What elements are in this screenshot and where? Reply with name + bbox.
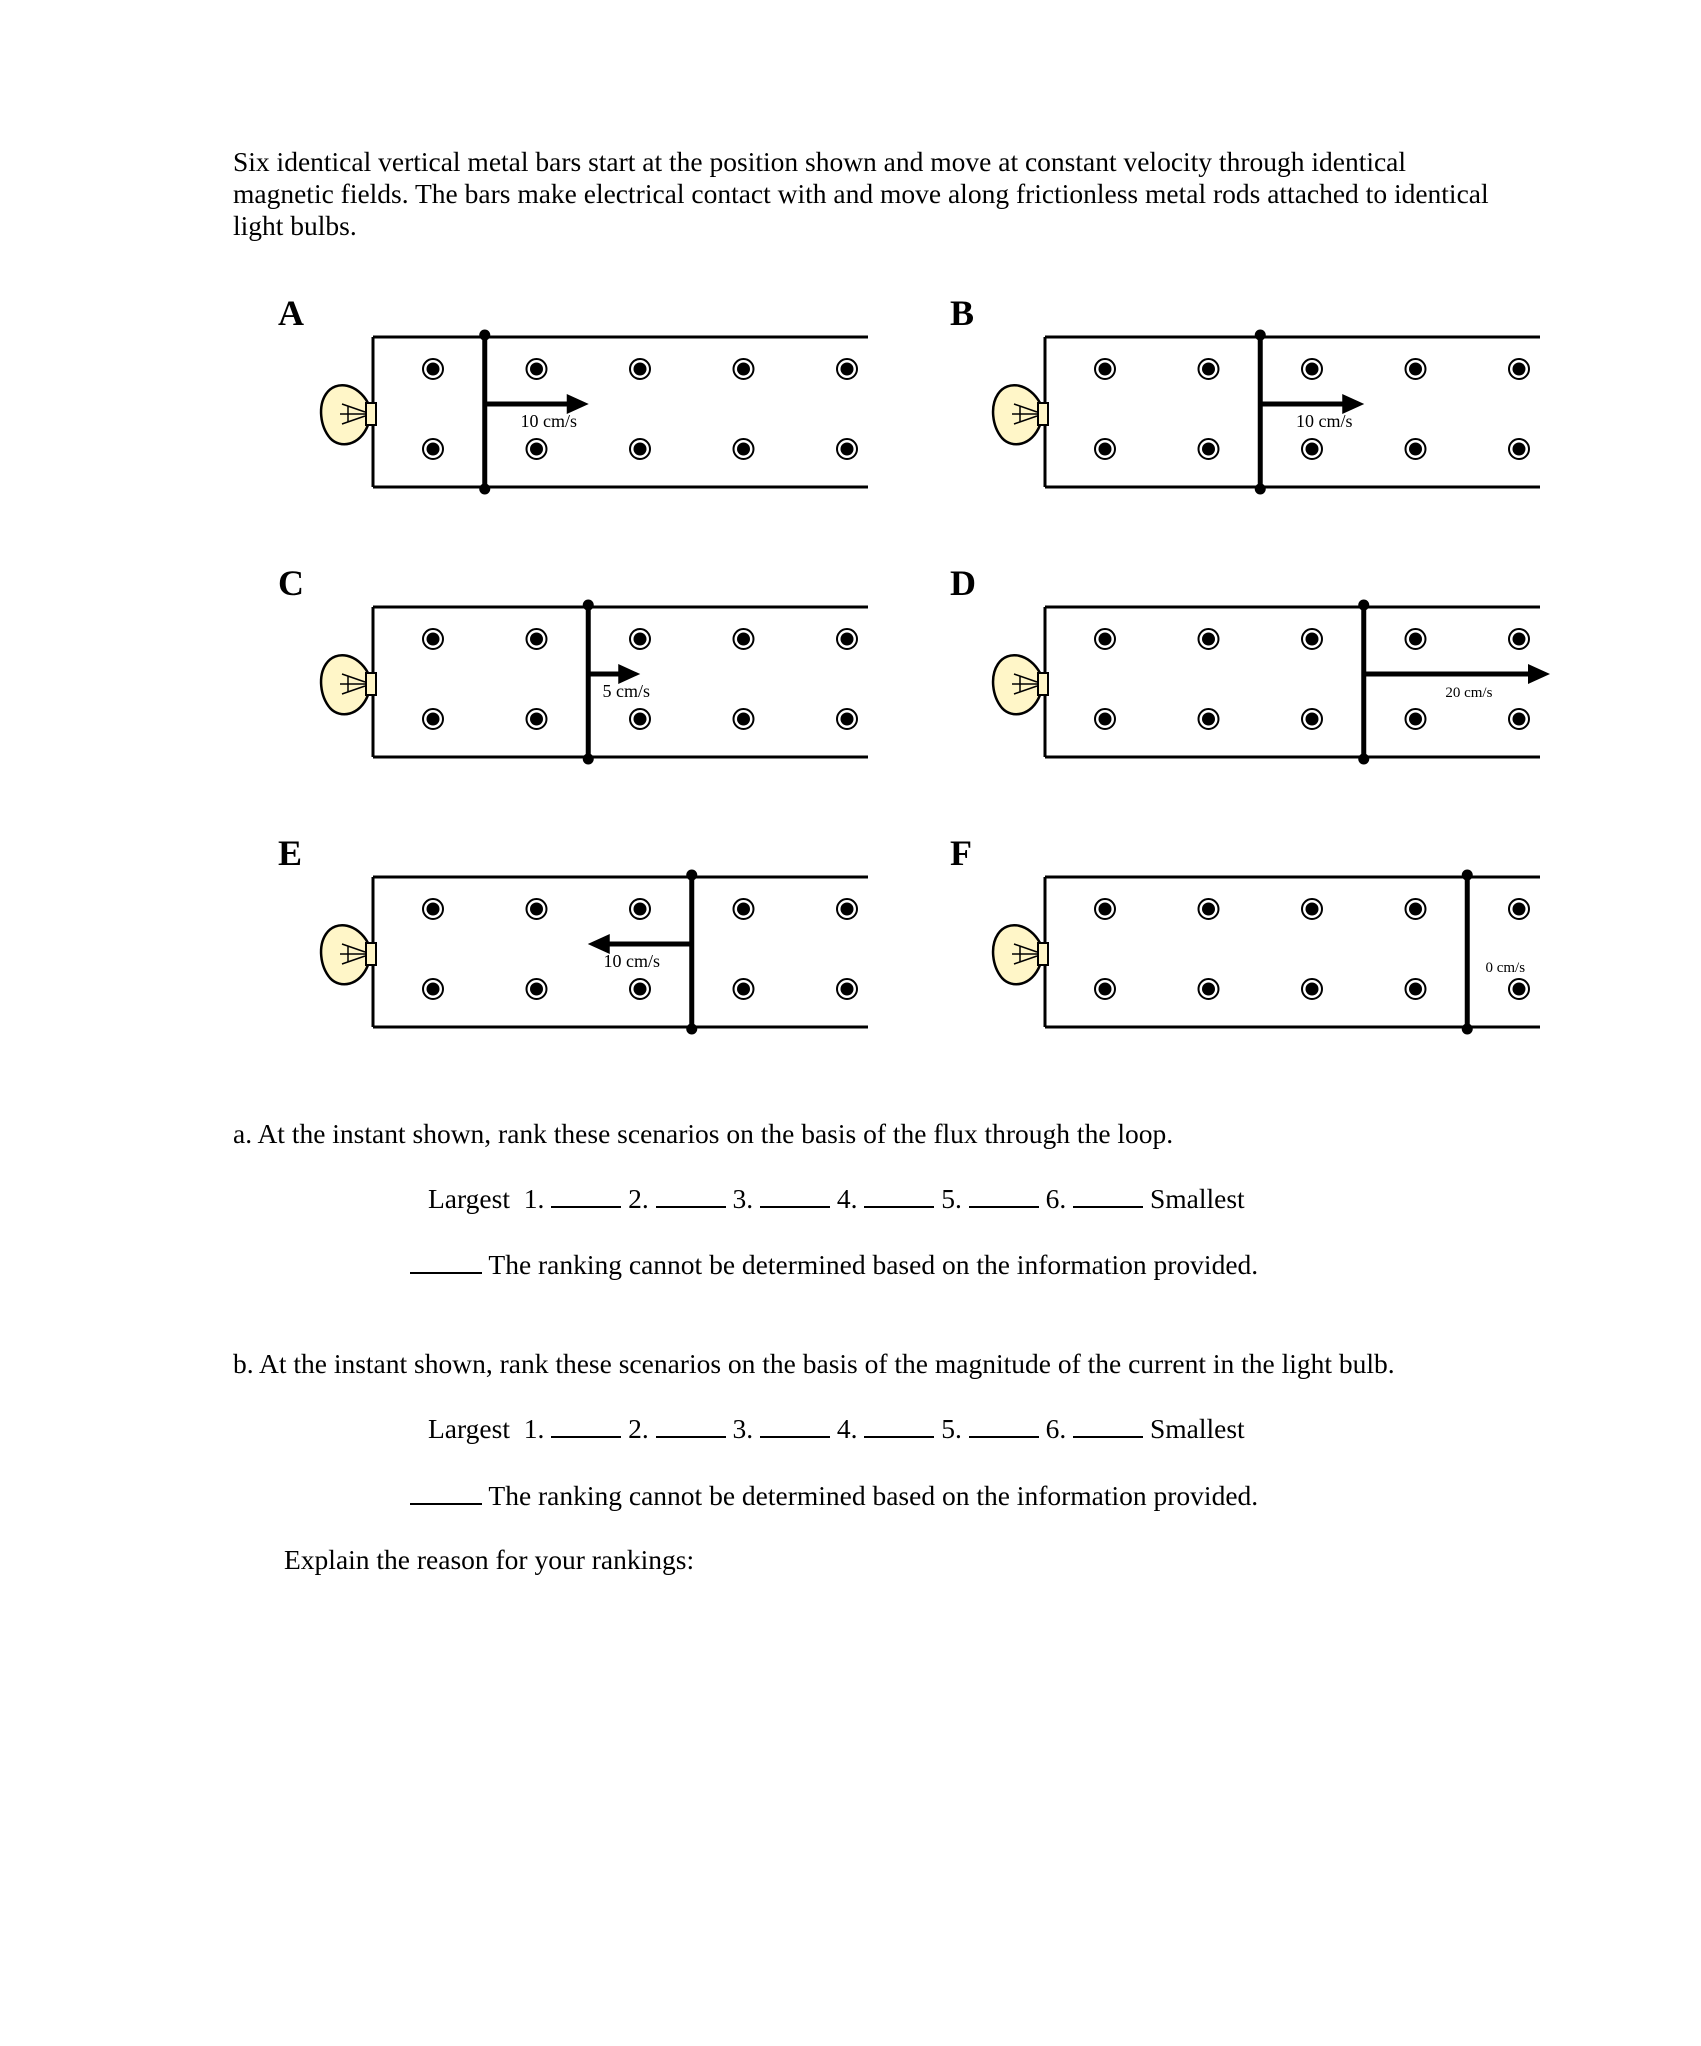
rank-number: 1. — [523, 1183, 545, 1214]
field-dot-icon — [1095, 709, 1115, 729]
field-dot-icon — [630, 709, 650, 729]
field-dot-icon — [1302, 979, 1322, 999]
cannot-determine-row-a — [410, 1249, 1258, 1281]
velocity-label: 20 cm/s — [1445, 685, 1493, 701]
field-dot-icon — [1095, 979, 1115, 999]
field-dot-icon — [630, 899, 650, 919]
field-dot-icon — [423, 359, 443, 379]
scenario-label: F — [950, 833, 972, 873]
field-dot-icon — [423, 709, 443, 729]
light-bulb-icon — [321, 655, 376, 714]
light-bulb-icon — [993, 925, 1048, 984]
field-dot-icon — [1199, 899, 1219, 919]
contact-point — [1255, 484, 1266, 495]
cannot-determine-blank[interactable] — [410, 1271, 482, 1274]
rank-number: 2. — [628, 1413, 649, 1444]
field-dot-icon — [1095, 439, 1115, 459]
field-dot-icon — [837, 359, 857, 379]
field-dot-icon — [630, 629, 650, 649]
velocity-label: 10 cm/s — [603, 951, 660, 971]
field-dot-icon — [1199, 439, 1219, 459]
rank-blank-3[interactable] — [760, 1205, 830, 1208]
field-dot-icon — [527, 439, 547, 459]
field-dot-icon — [1199, 979, 1219, 999]
field-dot-icon — [837, 439, 857, 459]
smallest-label: Smallest — [1149, 1183, 1245, 1214]
rank-blank-1[interactable] — [551, 1435, 621, 1438]
field-dot-icon — [734, 709, 754, 729]
field-dot-icon — [527, 979, 547, 999]
field-dot-icon — [1302, 439, 1322, 459]
field-dot-icon — [1509, 439, 1529, 459]
field-dot-icon — [837, 709, 857, 729]
field-dot-icon — [630, 979, 650, 999]
field-dot-icon — [1406, 979, 1426, 999]
light-bulb-icon — [321, 925, 376, 984]
field-dot-icon — [1406, 629, 1426, 649]
field-dot-icon — [734, 979, 754, 999]
field-dot-icon — [1509, 359, 1529, 379]
field-dot-icon — [527, 709, 547, 729]
rank-number: 6. — [1045, 1413, 1067, 1444]
rank-number: 3. — [732, 1413, 754, 1444]
scenario-a — [278, 292, 898, 552]
scenario-label: C — [278, 563, 304, 603]
contact-point — [1358, 600, 1369, 611]
rank-number: 1. — [523, 1413, 545, 1444]
rank-blank-3[interactable] — [760, 1435, 830, 1438]
field-dot-icon — [630, 439, 650, 459]
ranking-row-a — [428, 1183, 1245, 1215]
rank-blank-4[interactable] — [864, 1205, 934, 1208]
field-dot-icon — [527, 899, 547, 919]
rank-blank-5[interactable] — [969, 1435, 1039, 1438]
field-dot-icon — [527, 629, 547, 649]
rank-blank-2[interactable] — [656, 1435, 726, 1438]
scenario-label: B — [950, 293, 975, 333]
rank-blank-6[interactable] — [1073, 1205, 1143, 1208]
field-dot-icon — [1406, 439, 1426, 459]
field-dot-icon — [1406, 709, 1426, 729]
field-dot-icon — [1095, 359, 1115, 379]
field-dot-icon — [630, 359, 650, 379]
rank-number: 2. — [628, 1183, 649, 1214]
largest-label: Largest — [428, 1183, 510, 1214]
circuit-diagram — [278, 292, 898, 552]
light-bulb-icon — [993, 385, 1048, 444]
field-dot-icon — [1095, 899, 1115, 919]
contact-point — [1462, 870, 1473, 881]
field-dot-icon — [1302, 359, 1322, 379]
light-bulb-icon — [321, 385, 376, 444]
contact-point — [479, 484, 490, 495]
field-dot-icon — [734, 359, 754, 379]
field-dot-icon — [837, 979, 857, 999]
field-dot-icon — [527, 359, 547, 379]
scenario-c — [278, 562, 898, 822]
rank-blank-4[interactable] — [864, 1435, 934, 1438]
velocity-label: 10 cm/s — [1296, 411, 1353, 431]
scenario-label: A — [278, 293, 304, 333]
ranking-row-b — [428, 1413, 1245, 1445]
contact-point — [686, 1024, 697, 1035]
velocity-label: 5 cm/s — [602, 681, 650, 701]
explain-prompt: Explain the reason for your rankings: — [284, 1544, 695, 1575]
largest-label: Largest — [428, 1413, 510, 1444]
contact-point — [583, 600, 594, 611]
field-dot-icon — [423, 899, 443, 919]
field-dot-icon — [837, 899, 857, 919]
circuit-diagram — [950, 562, 1570, 822]
contact-point — [583, 754, 594, 765]
field-dot-icon — [1302, 709, 1322, 729]
field-dot-icon — [1509, 979, 1529, 999]
light-bulb-icon — [993, 655, 1048, 714]
velocity-label: 10 cm/s — [520, 411, 577, 431]
field-dot-icon — [1406, 359, 1426, 379]
circuit-diagram — [278, 562, 898, 822]
field-dot-icon — [423, 979, 443, 999]
smallest-label: Smallest — [1149, 1413, 1245, 1444]
field-dot-icon — [1302, 629, 1322, 649]
field-dot-icon — [734, 629, 754, 649]
rank-number: 5. — [941, 1183, 962, 1214]
field-dot-icon — [1199, 629, 1219, 649]
rank-number: 4. — [836, 1413, 858, 1444]
question-a-text: a. At the instant shown, rank these scenarios on the basis of the flux through the loop. — [233, 1118, 1174, 1149]
field-dot-icon — [1095, 629, 1115, 649]
rank-blank-6[interactable] — [1073, 1435, 1143, 1438]
cannot-determine-blank[interactable] — [410, 1502, 482, 1505]
field-dot-icon — [734, 899, 754, 919]
rank-number: 3. — [732, 1183, 754, 1214]
circuit-diagram — [278, 832, 898, 1092]
contact-point — [1358, 754, 1369, 765]
scenario-label: E — [278, 833, 303, 873]
field-dot-icon — [1509, 899, 1529, 919]
rank-blank-1[interactable] — [551, 1205, 621, 1208]
rank-number: 6. — [1045, 1183, 1067, 1214]
field-dot-icon — [423, 629, 443, 649]
field-dot-icon — [837, 629, 857, 649]
scenario-f — [950, 832, 1570, 1092]
field-dot-icon — [734, 439, 754, 459]
cannot-determine-row-b — [410, 1480, 1258, 1512]
intro-paragraph: Six identical vertical metal bars start at the position shown and move at constant velocity through identical magnetic fields. The bars make electrical contact with and move along frictionless metal rods attached to identical light bulbs. — [233, 146, 1489, 241]
rank-blank-5[interactable] — [969, 1205, 1039, 1208]
scenario-e — [278, 832, 898, 1092]
question-b-text: b. At the instant shown, rank these scenarios on the basis of the magnitude of the current in the light bulb. — [233, 1348, 1395, 1379]
velocity-arrowhead — [1528, 664, 1550, 684]
field-dot-icon — [423, 439, 443, 459]
scenario-label: D — [950, 563, 976, 603]
field-dot-icon — [1199, 359, 1219, 379]
field-dot-icon — [1406, 899, 1426, 919]
rank-blank-2[interactable] — [656, 1205, 726, 1208]
circuit-diagram — [950, 292, 1570, 552]
contact-point — [1255, 330, 1266, 341]
field-dot-icon — [1199, 709, 1219, 729]
scenario-b — [950, 292, 1570, 552]
scenario-d — [950, 562, 1570, 822]
field-dot-icon — [1509, 629, 1529, 649]
contact-point — [686, 870, 697, 881]
field-dot-icon — [1302, 899, 1322, 919]
cannot-determine-text: The ranking cannot be determined based on the information provided. — [488, 1480, 1259, 1511]
rank-number: 5. — [941, 1413, 962, 1444]
circuit-diagram — [950, 832, 1570, 1092]
contact-point — [479, 330, 490, 341]
contact-point — [1462, 1024, 1473, 1035]
cannot-determine-text: The ranking cannot be determined based on the information provided. — [488, 1249, 1259, 1280]
rank-number: 4. — [836, 1183, 858, 1214]
velocity-label: 0 cm/s — [1485, 960, 1526, 976]
field-dot-icon — [1509, 709, 1529, 729]
